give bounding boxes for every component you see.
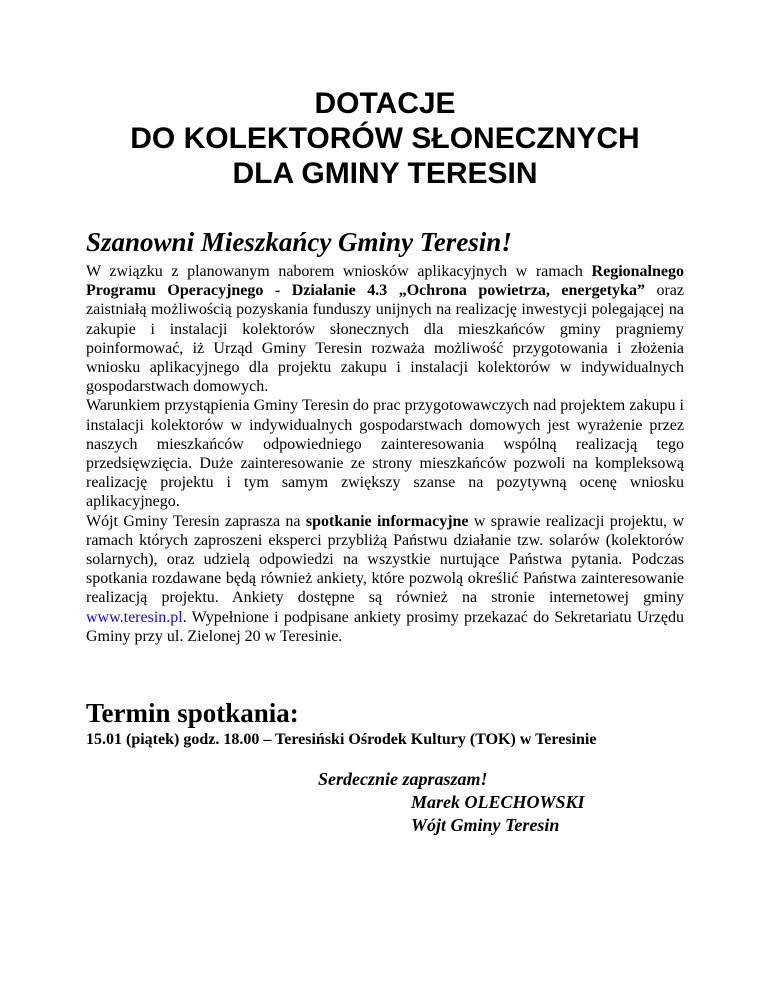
signature-name: Marek OLECHOWSKI [411, 792, 585, 812]
paragraph-intro [86, 262, 684, 396]
title-line-2: DO KOLEKTORÓW SŁONECZNYCH [130, 122, 640, 155]
paragraph-invitation-text-1: Wójt Gminy Teresin zaprasza na [86, 512, 306, 530]
title-line-1: DOTACJE [314, 87, 456, 120]
title-line-3: DLA GMINY TERESIN [232, 157, 538, 190]
page-title [86, 86, 684, 191]
paragraph-condition: Warunkiem przystąpienia Gminy Teresin do prac przygotowawczych nad projektem zakupu i instalacji kolektorów w indywidualnych gospodarstwach domowych jest wyrażenie przez naszych mieszkańców odpowiedniego zainteresowania wspólną realizacją tego przedsięwzięcia. Duże zainteresowanie ze strony mieszkańców pozwoli na kompleksową realizację projektu i tym samym zwiększy szanse na pozytywną ocenę wniosku aplikacyjnego. [86, 397, 684, 511]
signature-role: Wójt Gminy Teresin [411, 815, 560, 835]
paragraph-invitation [86, 512, 684, 646]
website-link[interactable]: www.teresin.pl [86, 608, 183, 626]
paragraph-intro-text-1: W związku z planowanym naborem wniosków aplikacyjnych w ramach [86, 263, 592, 280]
signature-closing: Serdecznie zapraszam! [318, 769, 488, 789]
paragraph-invitation-text-3: . Wypełnione i podpisane ankiety prosimy przekazać do Sekretariatu Urzędu Gminy przy ul. Zielonej 20 w Teresinie. [86, 608, 684, 645]
meeting-details: 15.01 (piątek) godz. 18.00 – Teresiński Ośrodek Kultury (TOK) w Teresinie [86, 731, 597, 748]
paragraph-invitation-text-2: w sprawie realizacji projektu, w ramach których zaproszeni eksperci przybliżą Państwu działanie tzw. solarów (kolektorów solarnych), oraz udzielą odpowiedzi na wszystkie nurtujące Państwa pytania. Podczas spotkania rozdawane będą również ankiety, które pozwolą określić Państwa zainteresowanie realizacją projektu. Ankiety dostępne są również na stronie internetowej gminy [86, 512, 685, 607]
meeting-heading: Termin spotkania: [86, 698, 299, 728]
meeting-emphasis: spotkanie informacyjne [305, 512, 469, 530]
announcement-body [86, 262, 684, 646]
paragraph-intro-text-2: oraz zaistniałą możliwością pozyskania funduszy unijnych na realizację inwestycji polegającej na zakupie i instalacji kolektorów słonecznych dla mieszkańców gminy pragniemy poinformować, iż Urząd Gminy Teresin rozważa możliwość przygotowania i złożenia wniosku aplikacyjnego dla projektu zakupu i instalacji kolektorów w indywidualnych gospodarstwach domowych. [86, 282, 685, 396]
greeting-heading: Szanowni Mieszkańcy Gminy Teresin! [86, 227, 512, 257]
program-name: Regionalnego Programu Operacyjnego - Działanie 4.3 „Ochrona powietrza, energetyka” [86, 263, 684, 300]
